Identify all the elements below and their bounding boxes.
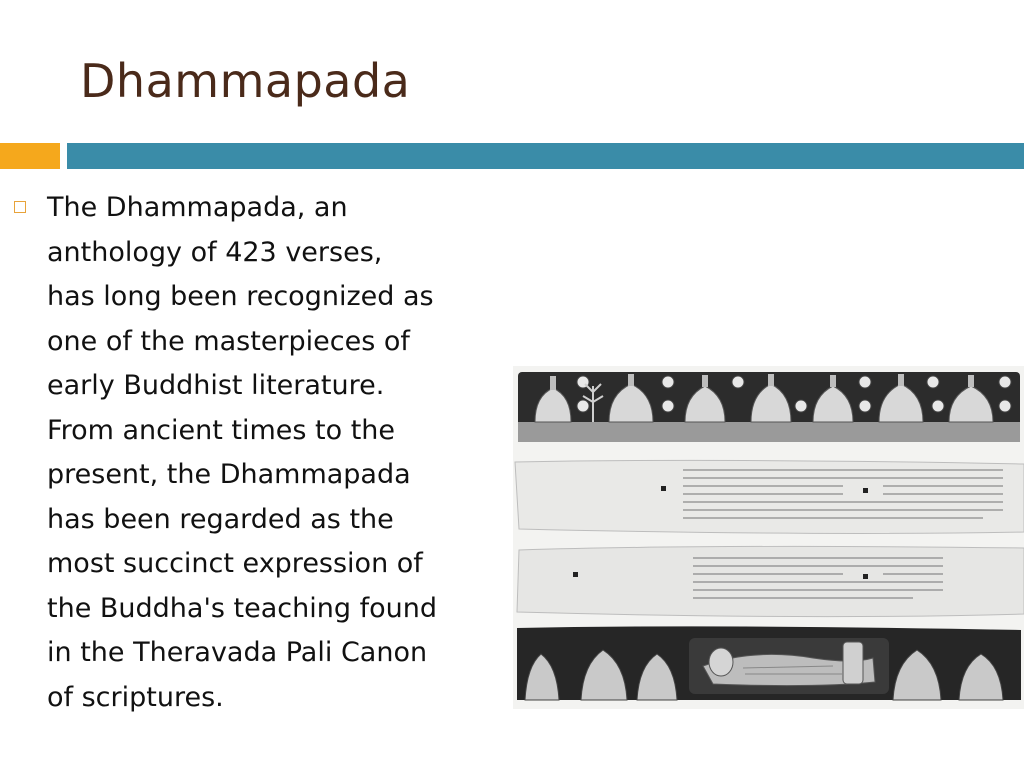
text-leaf-2 xyxy=(517,546,1024,616)
paragraph-line: one of the masterpieces of xyxy=(47,325,410,357)
bullet-square-icon xyxy=(14,201,26,213)
slide-title: Dhammapada xyxy=(80,54,411,108)
painted-leaf-bottom xyxy=(517,626,1021,700)
accent-bar-orange xyxy=(0,143,60,169)
accent-bar-teal xyxy=(67,143,1024,169)
paragraph-line: anthology of 423 verses, xyxy=(47,236,383,268)
painted-leaf-top xyxy=(518,372,1020,442)
paragraph-line: has long been recognized as xyxy=(47,281,434,312)
paragraph-line: most succinct expression of xyxy=(47,548,423,579)
bullet-paragraph xyxy=(47,186,527,720)
manuscript-photo xyxy=(513,366,1024,709)
paragraph-line: present, the Dhammapada xyxy=(47,459,411,490)
paragraph-line: has been regarded as the xyxy=(47,503,394,535)
paragraph-line: early Buddhist literature. xyxy=(47,370,385,401)
paragraph-line: From ancient times to the xyxy=(47,414,396,446)
paragraph-line: The Dhammapada, an xyxy=(47,192,348,223)
paragraph-line: in the Theravada Pali Canon xyxy=(47,637,428,668)
text-leaf-1 xyxy=(515,460,1024,533)
paragraph-line: the Buddha's teaching found xyxy=(47,592,437,624)
paragraph-line: of scriptures. xyxy=(47,681,224,713)
